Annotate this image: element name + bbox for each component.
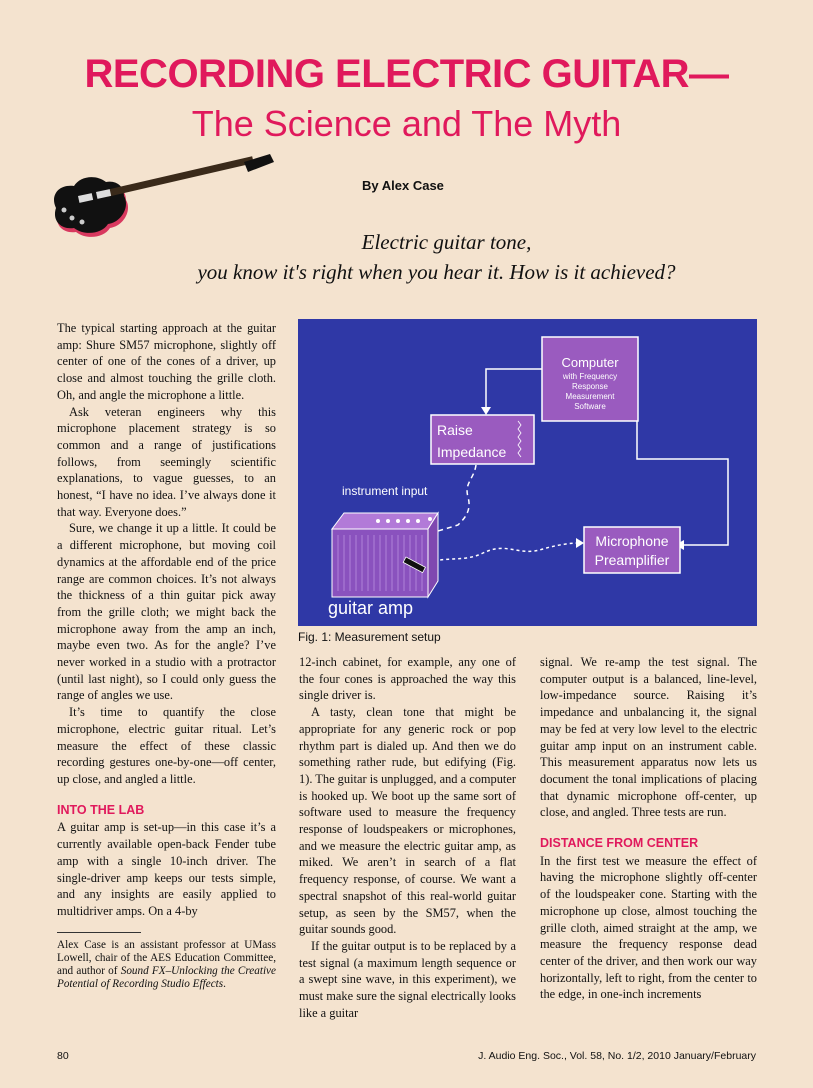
paragraph: 12-inch cabinet, for example, any one of the four cones is approached the way this single driver is. bbox=[299, 655, 516, 703]
computer-sublabel: Measurement bbox=[565, 392, 615, 401]
paragraph: Ask veteran engineers why this microphone placement strategy is so common and a range of justifications follows, from seemingly scientific explanations, to vague guesses, to an honest, “I have no idea. I’ve always done it that way. Everyone does.” bbox=[57, 404, 276, 519]
computer-label: Computer bbox=[561, 355, 619, 370]
figure-caption: Fig. 1: Measurement setup bbox=[298, 630, 441, 644]
paragraph: It’s time to quantify the close microphone, electric guitar ritual. Let’s measure the effect of these classic recording gestures one-by-one—off center, up close, and angled a little. bbox=[57, 705, 276, 786]
article-title-line1: RECORDING ELECTRIC GUITAR— bbox=[84, 52, 729, 96]
journal-citation: J. Audio Eng. Soc., Vol. 58, No. 1/2, 2010 January/February bbox=[478, 1050, 756, 1062]
computer-sublabel: Response bbox=[571, 382, 609, 391]
deck-line1: Electric guitar tone, bbox=[361, 230, 532, 254]
paragraph: A guitar amp is set-up—in this case it’s a currently available open-back Fender tube amp with a single 10-inch driver. The single-driver amp keeps our tests simple, and any insights are easily applied to multidriver amps. On a 4-by bbox=[57, 820, 276, 918]
preamplifier-label: Preamplifier bbox=[594, 552, 670, 568]
section-heading: DISTANCE FROM CENTER bbox=[540, 836, 699, 851]
paragraph: The typical starting approach at the guitar amp: Shure SM57 microphone, slightly off center of one of the cones of a driver, up close and almost touching the grille cloth. Oh, and angle the microphone a little. bbox=[57, 321, 276, 402]
paragraph: If the guitar output is to be replaced by a test signal (a maximum length sequence or a swept sine wave, in this experiment), we must make sure the signal electrically looks like a guitar bbox=[299, 938, 516, 1020]
column-2 bbox=[299, 654, 516, 1021]
column-1 bbox=[57, 320, 276, 991]
column-3 bbox=[540, 654, 757, 1003]
page-number: 80 bbox=[57, 1050, 69, 1062]
paragraph: A tasty, clean tone that might be appropriate for any generic rock or pop rhythm part is dialed up. And then we do something rather rude, but edifying (Fig. 1). The guitar is unplugged, and a computer is hooked up. We boot up the same sort of software used to measure the frequency response of loudspeakers or microphones, and we measure the electric guitar amp, as miked. We aren’t in search of a flat frequency response, of course. We want a spectral snapshot of this real-world guitar setup, as seen by the SM57, when the guitar sounds good. bbox=[299, 705, 516, 937]
measurement-setup-figure bbox=[298, 319, 757, 626]
paragraph: In the first test we measure the effect of having the microphone slightly off-center of the loudspeaker cone. Starting with the microphone up close, almost touching the grille cloth, aimed straight at the amp, we measure the frequency response dead center of the driver, and then work our way horizontally, left to right, from the center to the edge, in one-inch increments bbox=[540, 853, 757, 1002]
deck-line2: you know it's right when you hear it. How is it achieved? bbox=[197, 260, 676, 284]
byline: By Alex Case bbox=[362, 178, 444, 193]
preamp-label: Microphone bbox=[595, 533, 669, 549]
section-heading: INTO THE LAB bbox=[57, 802, 145, 817]
author-footnote: Alex Case is an assistant professor at UMass Lowell, chair of the AES Education Committee, and author of Sound FX–Unlocking the Creative Potential of Recording Studio Effects. bbox=[57, 938, 276, 990]
guitar-amp-label: guitar amp bbox=[328, 598, 414, 618]
impedance-label: Impedance bbox=[437, 444, 507, 460]
computer-sublabel: with Frequency bbox=[562, 372, 618, 381]
footnote-divider bbox=[57, 932, 141, 933]
article-title-line2: The Science and The Myth bbox=[191, 103, 622, 144]
raise-label: Raise bbox=[437, 422, 473, 438]
paragraph: Sure, we change it up a little. It could be a different microphone, but moving coil dynamics at the affordable end of the price range are common choices. It’s not always the thickness of a thin guitar pick away from the grille cloth; we might back the microphone away from the amp an inch, maybe even two. As for the angle? I’ve never worked in a studio with a protractor (until last night), so I could only guess the range of angles we use. bbox=[57, 521, 276, 703]
computer-sublabel: Software bbox=[574, 402, 606, 411]
instrument-input-label: instrument input bbox=[342, 484, 428, 498]
paragraph: signal. We re-amp the test signal. The computer output is a balanced, line-level, low-impedance source. Raising it’s impedance and unbalancing it, the signal may be fed at very low level to the electric guitar amp input on an instrument cable. This measurement apparatus now lets us document the tonal implications of placing that dynamic microphone off-center, up close, and angled. Three tests are run. bbox=[540, 655, 757, 820]
